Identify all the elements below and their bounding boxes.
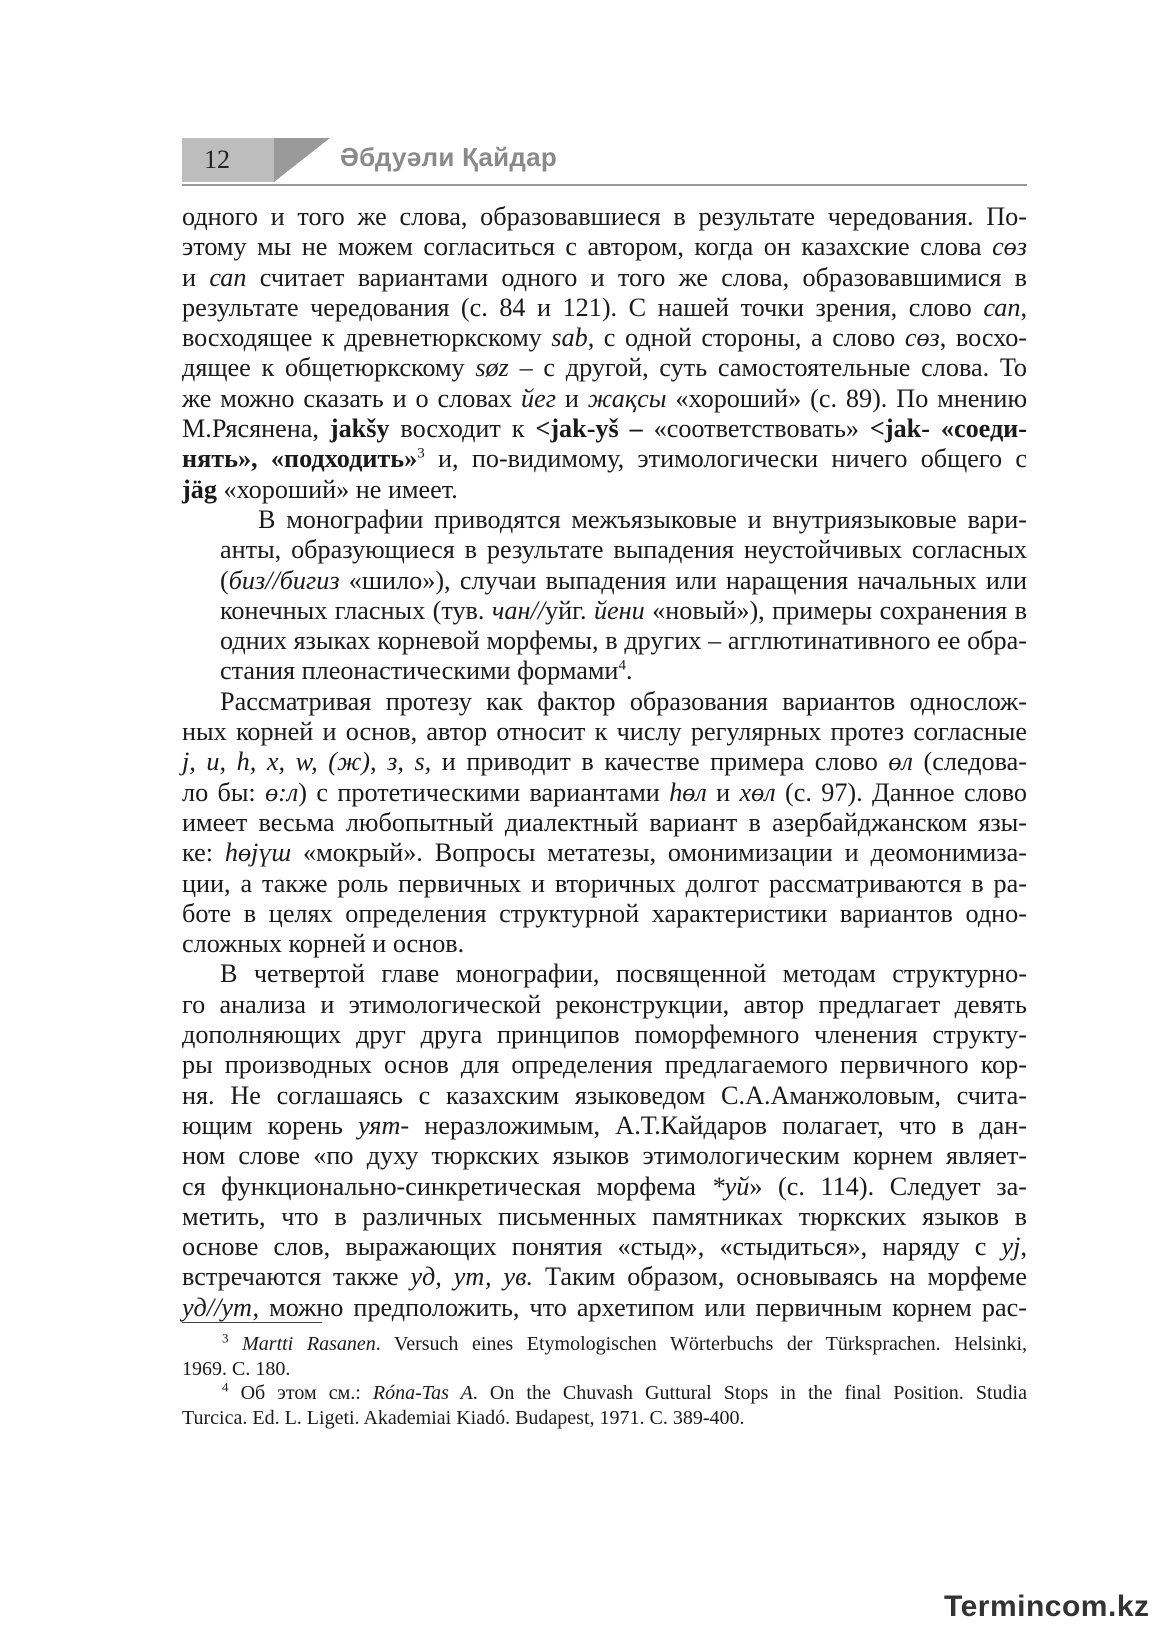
text-line bbox=[182, 566, 1027, 596]
site-watermark: Termincom.kz bbox=[944, 1590, 1150, 1623]
italic-word: *уй bbox=[711, 1171, 750, 1201]
footnote-text: Об этом см.: bbox=[240, 1382, 373, 1404]
text-run: основе слов, выражающих понятия «стыд», «стыдиться», наряду с bbox=[182, 1232, 1002, 1262]
text-line: имеет весьма любопытный диалектный вариант в азербайджанском язы- bbox=[182, 807, 1027, 837]
main-text bbox=[182, 202, 1027, 1323]
text-line bbox=[182, 444, 1027, 474]
text-run: конечных гласных (тув. bbox=[220, 595, 492, 625]
paragraph-3 bbox=[182, 687, 1027, 960]
footnote-4 bbox=[182, 1381, 1027, 1406]
text-line: Рассматривая протезу как фактор образования вариантов однослож- bbox=[220, 686, 1027, 716]
italic-word: өл bbox=[888, 747, 913, 777]
text-run: стания плеонастическими формами bbox=[220, 656, 619, 686]
text-run: – с другой, суть самостоятельные слова. То bbox=[508, 353, 1027, 383]
text-run: М.Рясянена, bbox=[182, 414, 330, 444]
paragraph-4 bbox=[182, 959, 1027, 1323]
text-line: го анализа и этимологической реконструкции, автор предлагает девять bbox=[182, 989, 1027, 1019]
italic-word: сап bbox=[209, 262, 247, 292]
text-run: (с. 97). Данное слово bbox=[775, 777, 1028, 807]
text-line: боте в целях определения структурной характеристики вариантов одно- bbox=[182, 898, 1027, 928]
text-run: восходит к bbox=[389, 414, 536, 444]
text-line bbox=[182, 747, 1027, 777]
text-run: «шило»), случаи выпадения или наращения начальных или bbox=[339, 565, 1027, 595]
text-run: » (с. 114). Следует за- bbox=[749, 1171, 1027, 1201]
text-line bbox=[182, 656, 1027, 686]
text-line bbox=[182, 384, 1027, 414]
italic-word: чан// bbox=[491, 595, 546, 625]
text-line: дополняющих друг друга принципов поморфемного членения структу- bbox=[182, 1020, 1027, 1050]
bold-word: jakšy bbox=[329, 414, 390, 444]
text-run: ло бы: bbox=[182, 777, 266, 807]
footnote-3 bbox=[182, 1332, 1027, 1357]
text-run: ющим корень bbox=[182, 1110, 359, 1140]
footnote-author: Martti Rasanen bbox=[242, 1333, 376, 1355]
text-line bbox=[182, 778, 1027, 808]
footnote-ref[interactable]: 3 bbox=[417, 445, 425, 462]
italic-word: уят- bbox=[358, 1110, 410, 1140]
italic-word: һөјүш bbox=[224, 838, 292, 868]
italic-word: сөз bbox=[904, 323, 940, 353]
text-run: , bbox=[1020, 1232, 1027, 1262]
text-line bbox=[182, 353, 1027, 383]
text-line bbox=[182, 1232, 1027, 1262]
text-line bbox=[182, 323, 1027, 353]
text-line: ры производных основ для определения предлагаемого первичного кор- bbox=[182, 1050, 1027, 1080]
footnotes bbox=[182, 1332, 1027, 1430]
text-line: В монографии приводятся межъязыковые и внутриязыковые вари- bbox=[258, 504, 1027, 534]
footnote-separator bbox=[182, 1322, 322, 1323]
text-line: одного и того же слова, образовавшиеся в результате чередования. По- bbox=[182, 202, 1027, 231]
text-line bbox=[182, 263, 1027, 293]
paragraph-1 bbox=[182, 202, 1027, 505]
page-number: 12 bbox=[182, 138, 274, 182]
text-line: сложных корней и основ. bbox=[182, 929, 465, 959]
italic-word: хөл bbox=[739, 777, 776, 807]
text-line bbox=[182, 232, 1027, 262]
text-line bbox=[182, 475, 1027, 505]
italic-word: һөл bbox=[669, 777, 707, 807]
text-run: считает вариантами одного и того же слова, образовавшимися в bbox=[246, 262, 1028, 292]
italic-word: ө:л bbox=[265, 777, 299, 807]
text-line: ном слове «по духу тюркских языков этимологическим корнем являет- bbox=[182, 1141, 1027, 1171]
text-run: уйг. bbox=[545, 595, 594, 625]
text-run: «хороший» (с. 89). По мнению bbox=[666, 383, 1028, 413]
text-line bbox=[182, 1293, 1027, 1323]
text-line: ных корней и основ, автор относит к числу регулярных протез согласные bbox=[182, 717, 1027, 747]
italic-word: уд//ут, bbox=[182, 1292, 260, 1322]
footnote-3-cont: 1969. С. 180. bbox=[182, 1357, 291, 1380]
text-run: (следова- bbox=[912, 747, 1027, 777]
paragraph-2 bbox=[182, 505, 1027, 687]
text-run: ся функционально-синкретическая морфема bbox=[182, 1171, 712, 1201]
text-run: и bbox=[555, 383, 588, 413]
italic-word: жақсы bbox=[587, 383, 667, 413]
text-line: одних языках корневой морфемы, в других – агглютинативного ее обра- bbox=[220, 626, 1027, 656]
text-run: можно предположить, что архетипом или первичным корнем рас- bbox=[259, 1292, 1027, 1322]
italic-word: уj bbox=[1001, 1232, 1021, 1262]
italic-word: йег bbox=[520, 383, 556, 413]
footnote-text: . Versuch eines Etymologischen Wörterbuchs der Türksprachen. Helsinki, bbox=[375, 1333, 1028, 1355]
footnote-number: 4 bbox=[222, 1379, 229, 1395]
italic-word: j, и, h, x, w, (ж), з, s, bbox=[182, 747, 432, 777]
text-line bbox=[182, 838, 1027, 868]
text-run: результате чередования (с. 84 и 121). С нашей точки зрения, слово bbox=[182, 292, 984, 322]
text-line bbox=[182, 1172, 1027, 1202]
italic-word: sab bbox=[551, 323, 588, 353]
text-run: , восхо- bbox=[939, 323, 1028, 353]
bold-word: нять», «подходить» bbox=[182, 444, 418, 474]
text-run: встречаются также bbox=[182, 1262, 411, 1292]
running-header-author: Әбдуәли Қайдар bbox=[340, 142, 558, 172]
footnote-ref[interactable]: 4 bbox=[618, 657, 626, 674]
running-header bbox=[182, 138, 1027, 190]
italic-word: биз//бигиз bbox=[228, 565, 340, 595]
text-line: анты, образующиеся в результате выпадения неустойчивых согласных bbox=[220, 535, 1027, 565]
text-run: этому мы не можем согласиться с автором, когда он казахские слова bbox=[182, 232, 993, 262]
bold-word: jäg bbox=[182, 474, 217, 504]
text-run: ( bbox=[220, 565, 229, 595]
footnote-text: . On the Chuvash Guttural Stops in the final Position. Studia bbox=[472, 1382, 1027, 1404]
text-run: ке: bbox=[182, 838, 225, 868]
italic-word: сөз bbox=[992, 232, 1027, 262]
text-run: «новый»), примеры сохранения в bbox=[644, 595, 1027, 625]
text-run: неразложимым, А.Т.Кайдаров полагает, что в дан- bbox=[409, 1110, 1027, 1140]
text-run: же можно сказать и о словах bbox=[182, 383, 521, 413]
text-run: . bbox=[625, 656, 633, 686]
italic-word: йени bbox=[593, 595, 645, 625]
bold-word: <jak- «соеди- bbox=[869, 414, 1027, 444]
text-line bbox=[182, 1262, 1027, 1292]
text-line bbox=[182, 414, 1027, 444]
italic-word: søz bbox=[475, 353, 509, 383]
text-run: дящее к общетюркскому bbox=[182, 353, 476, 383]
footnote-author: Róna-Tas A bbox=[372, 1382, 473, 1404]
header-rule bbox=[182, 184, 1027, 186]
header-decoration bbox=[274, 138, 330, 182]
text-run: «соответствовать» bbox=[653, 414, 870, 444]
italic-word: уд, ут, ув. bbox=[410, 1262, 534, 1292]
text-run: , с одной стороны, а слово bbox=[587, 323, 905, 353]
text-run: и bbox=[182, 262, 210, 292]
text-run: ) с протетическими вариантами bbox=[298, 777, 670, 807]
text-run: и bbox=[706, 777, 740, 807]
italic-word: сап bbox=[983, 292, 1021, 322]
text-run: и приводит в качестве примера слово bbox=[431, 747, 889, 777]
footnote-4-cont: Turcica. Ed. L. Ligeti. Akademiai Kiadó. Budapest, 1971. С. 389-400. bbox=[182, 1406, 745, 1429]
text-run: «хороший» не имеет. bbox=[216, 474, 458, 504]
text-line: В четвертой главе монографии, посвященной методам структурно- bbox=[220, 959, 1027, 989]
text-run: восходящее к древнетюркскому bbox=[182, 323, 552, 353]
text-run: и, по-видимому, этимологически ничего общего с bbox=[424, 444, 1027, 474]
footnote-number: 3 bbox=[222, 1330, 229, 1346]
text-run: , bbox=[1020, 292, 1027, 322]
text-line bbox=[182, 596, 1027, 626]
text-line: метить, что в различных письменных памятниках тюркских языков в bbox=[182, 1201, 1027, 1231]
bold-word: <jak-yš – bbox=[535, 414, 654, 444]
text-line: ции, а также роль первичных и вторичных долгот рассматриваются в ра- bbox=[182, 868, 1027, 898]
text-line: ня. Не соглашаясь с казахским языковедом С.А.Аманжоловым, счита- bbox=[182, 1080, 1027, 1110]
text-run: «мокрый». Вопросы метатезы, омонимизации и деомонимиза- bbox=[291, 838, 1027, 868]
text-line bbox=[182, 1111, 1027, 1141]
text-line bbox=[182, 293, 1027, 323]
text-run: Таким образом, основываясь на морфеме bbox=[533, 1262, 1027, 1292]
